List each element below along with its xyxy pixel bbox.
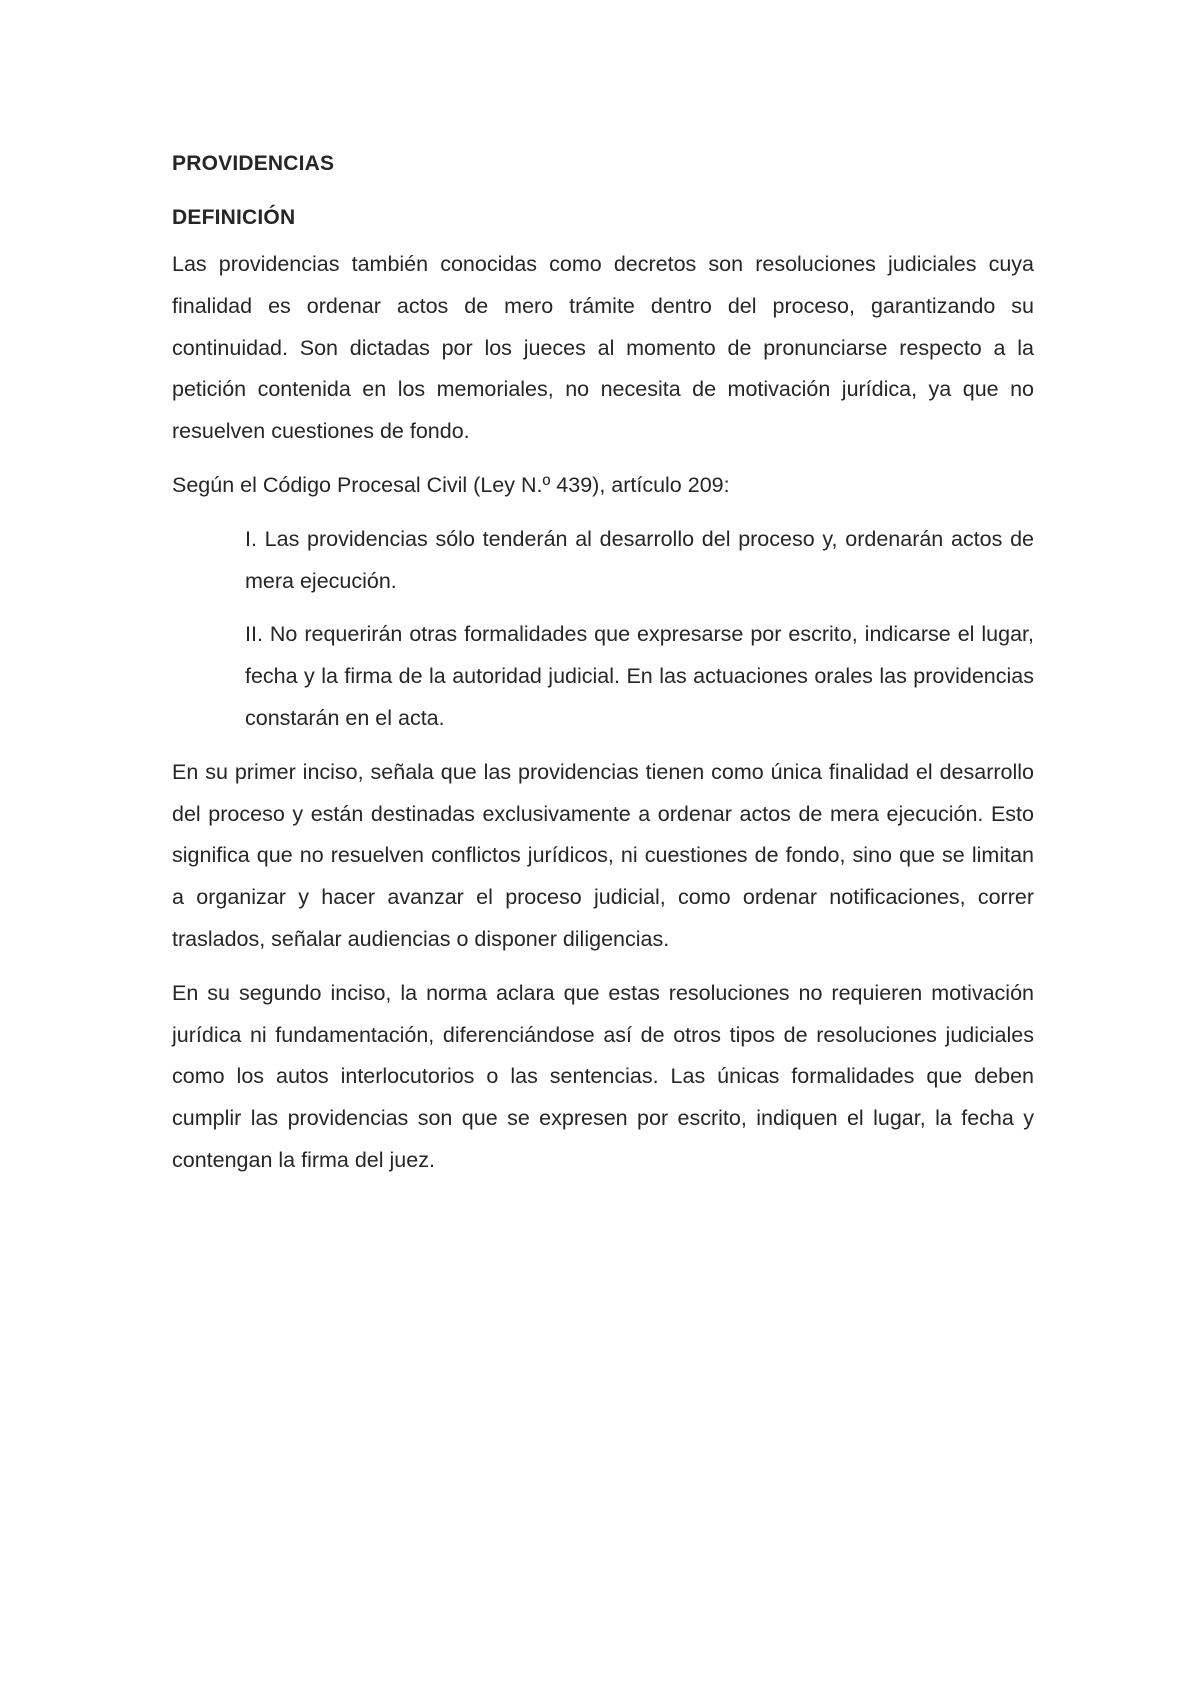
article-item-i: I. Las providencias sólo tenderán al desarrollo del proceso y, ordenarán actos de mera ejecución. xyxy=(245,526,1034,593)
document-body xyxy=(172,150,1034,1194)
paragraph-first-inciso: En su primer inciso, señala que las providencias tienen como única finalidad el desarrollo del proceso y están destinadas exclusivamente a ordenar actos de mera ejecución. Esto significa que no resuelven conflictos jurídicos, ni cuestiones de fondo, sino que se limitan a organizar y hacer avanzar el proceso judicial, como ordenar notificaciones, correr traslados, señalar audiencias o disponer diligencias. xyxy=(172,759,1034,951)
paragraph-definition: Las providencias también conocidas como decretos son resoluciones judiciales cuya finalidad es ordenar actos de mero trámite dentro del proceso, garantizando su continuidad. Son dictadas por los jueces al momento de pronunciarse respecto a la petición contenida en los memoriales, no necesita de motivación jurídica, ya que no resuelven cuestiones de fondo. xyxy=(172,252,1034,444)
paragraph-article-reference: Según el Código Procesal Civil (Ley N.º 439), artículo 209: xyxy=(172,472,730,497)
section-heading-definicion: DEFINICIÓN xyxy=(172,206,296,229)
document-title: PROVIDENCIAS xyxy=(172,152,335,175)
paragraph-second-inciso: En su segundo inciso, la norma aclara que estas resoluciones no requieren motivación jurídica ni fundamentación, diferenciándose así de otros tipos de resoluciones judiciales como los autos interlocutorios o las sentencias. Las únicas formalidades que deben cumplir las providencias son que se expresen por escrito, indiquen el lugar, la fecha y contengan la firma del juez. xyxy=(172,980,1034,1172)
article-item-ii: II. No requerirán otras formalidades que expresarse por escrito, indicarse el lugar, fecha y la firma de la autoridad judicial. En las actuaciones orales las providencias constarán en el acta. xyxy=(245,622,1034,730)
article-items-list xyxy=(245,519,1034,740)
